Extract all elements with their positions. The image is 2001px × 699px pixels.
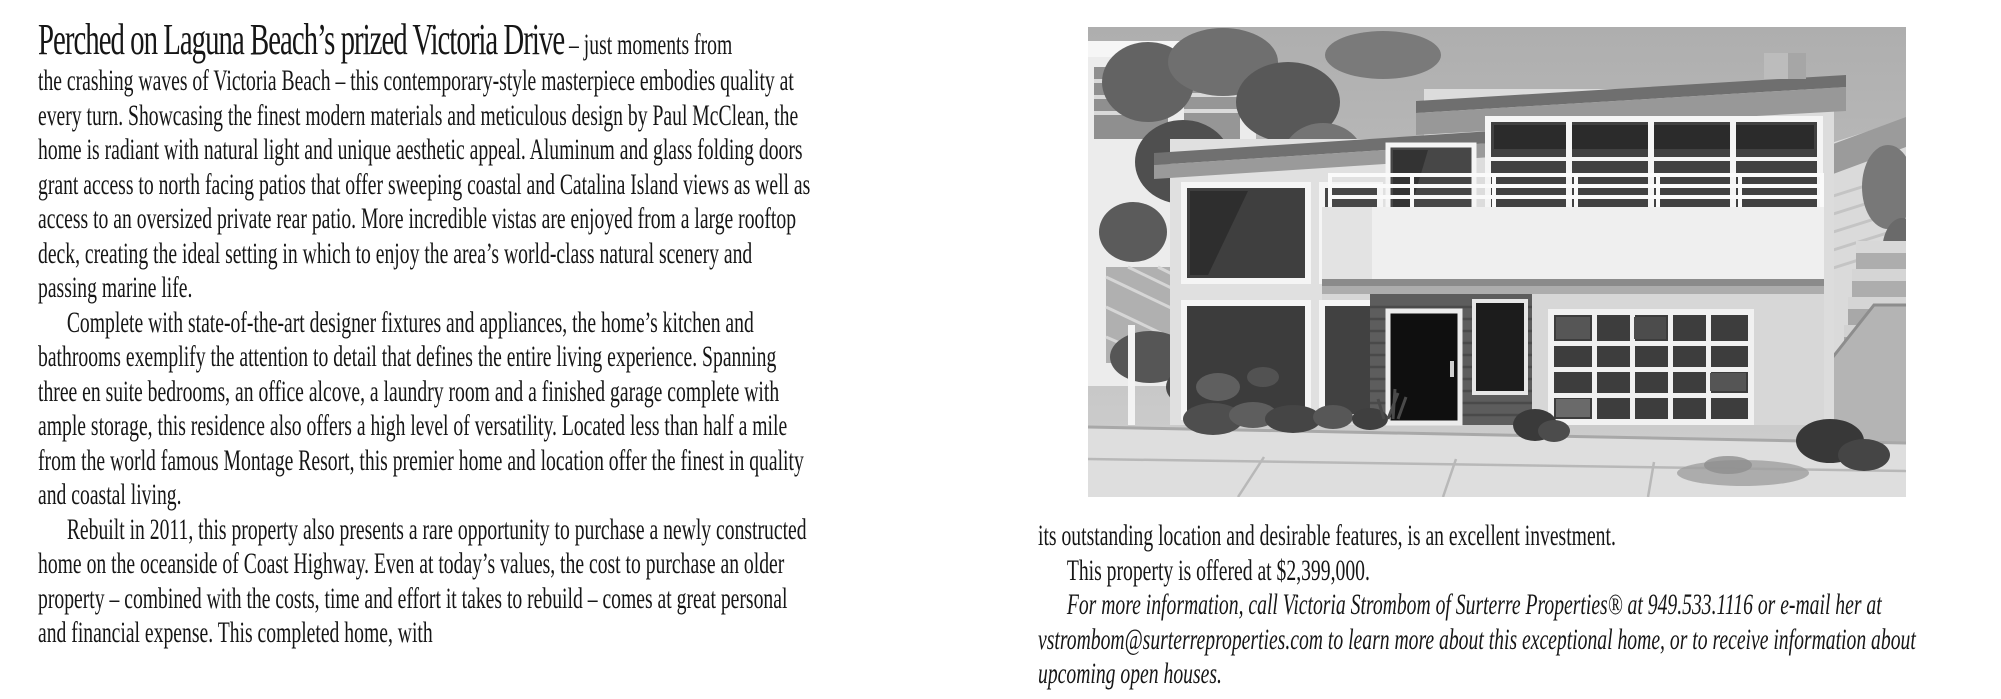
headline: Perched on Laguna Beach’s prized Victoria Drive [38, 15, 565, 64]
headline-line [38, 15, 814, 64]
features-paragraph: Complete with state-of-the-art designer fixtures and appliances, the home’s kitchen and bathrooms exemplify the attention to detail that defines the entire living experience. Spanning three en suite bedrooms, an office alcove, a laundry room and a finished garage complete with ample storage, this residence also offers a high level of versatility. Located less than half a mile from the world famous Montage Resort, this premier home and location offer the finest in quality and coastal living. [38, 305, 804, 511]
house-photo-illustration [1088, 27, 1906, 497]
article-right-column [1038, 519, 1994, 692]
intro-paragraph: the crashing waves of Victoria Beach – this contemporary-style masterpiece embodies quality at every turn. Showcasing the finest modern materials and meticulous design by Paul McClean, the home is radiant with natural light and unique aesthetic appeal. Aluminum and glass folding doors grant access to north facing patios that offer sweeping coastal and Catalina Island views as well as access to an oversized private rear patio. More incredible vistas are enjoyed from a large rooftop deck, creating the ideal setting in which to enjoy the area’s world-class natural scenery and passing marine life. [38, 64, 811, 304]
property-photo [1088, 27, 1906, 497]
article-left-column [38, 15, 814, 651]
contact-paragraph: For more information, call Victoria Strombom of Surterre Properties® at 949.533.1116 or e-mail her at vstrombom@surterreproperties.com to learn more about this exceptional home, or to receive information about upcoming open houses. [1038, 588, 1916, 690]
headline-tail: – just moments from [564, 28, 733, 61]
rebuilt-paragraph: Rebuilt in 2011, this property also presents a rare opportunity to purchase a newly constructed home on the oceanside of Coast Highway. Even at today’s values, the cost to purchase an older property – combined with the costs, time and effort it takes to rebuild – comes at great personal and financial expense. This completed home, with [38, 512, 807, 649]
price-line: This property is offered at $2,399,000. [1066, 553, 1370, 587]
continuation-paragraph: its outstanding location and desirable features, is an excellent investment. [1038, 519, 1616, 552]
